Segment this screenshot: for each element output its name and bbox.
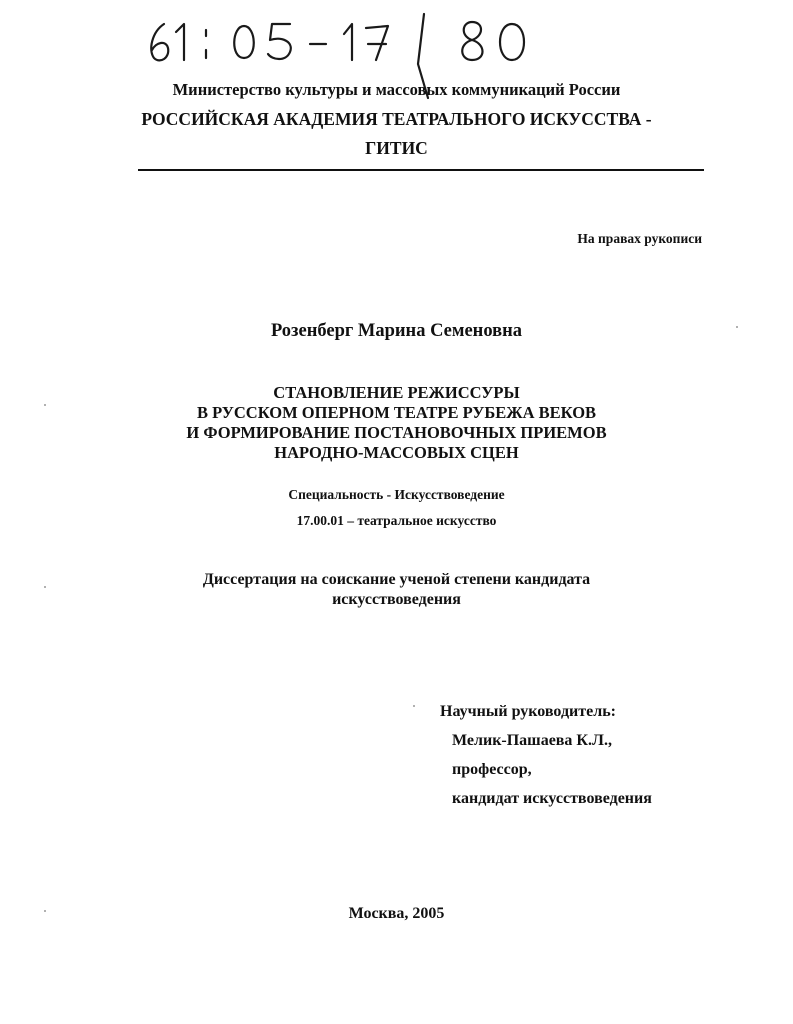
scan-speck (736, 326, 738, 328)
author-name: Розенберг Марина Семеновна (270, 321, 523, 341)
rights-note: На правах рукописи (577, 231, 702, 246)
supervisor-position: профессор, (452, 761, 532, 778)
supervisor-label: Научный руководитель: (440, 703, 616, 720)
thesis-statement (0, 570, 793, 610)
supervisor-block (440, 697, 652, 813)
thesis-line: Диссертация на соискание ученой степени кандидата (202, 571, 591, 588)
dissertation-title (0, 383, 793, 463)
scan-speck (44, 586, 46, 588)
scan-speck (413, 705, 415, 707)
city-year: Москва, 2005 (348, 905, 445, 922)
scan-speck (44, 404, 46, 406)
title-line: В РУССКОМ ОПЕРНОМ ТЕАТРЕ РУБЕЖА ВЕКОВ (196, 403, 597, 422)
specialty-code: 17.00.01 – театральное искусство (296, 513, 497, 528)
header-divider (138, 169, 704, 171)
specialty-name: Специальность - Искусствоведение (288, 487, 505, 502)
thesis-line: искусствоведения (332, 591, 461, 608)
supervisor-name: Мелик-Пашаева К.Л., (452, 732, 612, 749)
academy-name: РОССИЙСКАЯ АКАДЕМИЯ ТЕАТРАЛЬНОГО ИСКУССТВА - (141, 109, 652, 129)
title-line: НАРОДНО-МАССОВЫХ СЦЕН (274, 443, 519, 462)
title-line: И ФОРМИРОВАНИЕ ПОСТАНОВОЧНЫХ ПРИЕМОВ (186, 423, 607, 442)
supervisor-degree: кандидат искусствоведения (452, 790, 652, 807)
title-line: СТАНОВЛЕНИЕ РЕЖИССУРЫ (273, 383, 520, 402)
academy-abbreviation: ГИТИС (365, 138, 428, 158)
ministry-name: Министерство культуры и массовых коммуникаций России (172, 80, 621, 99)
scan-speck (44, 910, 46, 912)
